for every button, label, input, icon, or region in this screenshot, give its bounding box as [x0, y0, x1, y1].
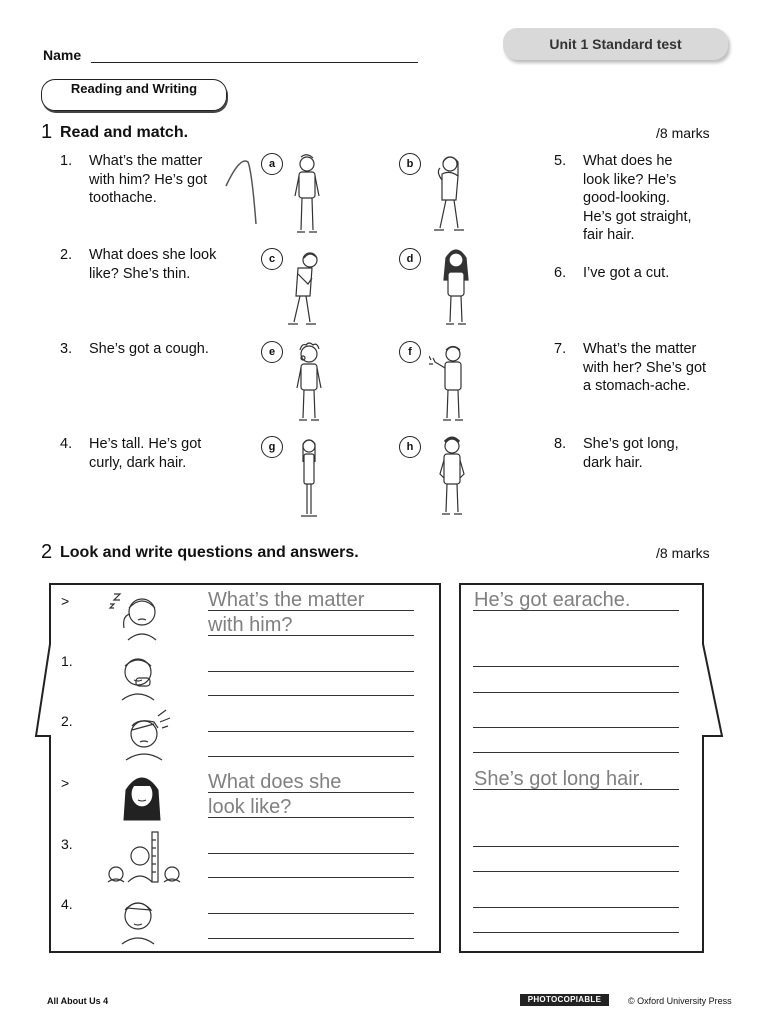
boy-curly-hair-icon	[289, 340, 329, 426]
boy-figure-icon	[287, 150, 327, 236]
footer-copyright: © Oxford University Press	[628, 996, 732, 1006]
question-3: 3. She’s got a cough.	[60, 341, 209, 357]
write-line-answer[interactable]	[473, 907, 679, 908]
write-line-question[interactable]	[208, 938, 414, 939]
name-label: Name	[43, 47, 82, 63]
section2-title: Look and write questions and answers.	[60, 544, 359, 561]
unit-title-tab	[503, 28, 728, 60]
section-tab: Reading and Writing	[41, 79, 227, 111]
answer-line	[473, 610, 679, 611]
boy-toothache-icon	[108, 648, 168, 702]
question-4: 4. He’s tall. He’s got curly, dark hair.	[60, 436, 202, 471]
row-label: >	[61, 775, 70, 791]
question-5: 5. What does he look like? He’s good-looking. He’s got straight, fair hair.	[554, 153, 692, 243]
question-line	[208, 817, 414, 818]
photocopiable-badge: PHOTOCOPIABLE	[520, 994, 609, 1006]
boy-tall-icon	[432, 434, 472, 520]
letter-d[interactable]: d	[399, 248, 421, 270]
footer-course: All About Us 4	[47, 996, 109, 1006]
question-6: 6. I’ve got a cut.	[554, 265, 670, 281]
write-line-question[interactable]	[208, 756, 414, 757]
question-line	[208, 792, 414, 793]
boy-headache-icon	[118, 708, 178, 762]
write-line-answer[interactable]	[473, 692, 679, 693]
answer-line	[473, 789, 679, 790]
letter-e[interactable]: e	[261, 341, 283, 363]
write-line-answer[interactable]	[473, 727, 679, 728]
row-label: 3.	[61, 836, 73, 852]
girl-thin-icon	[289, 434, 329, 520]
question-2: 2. What does she look like? She’s thin.	[60, 247, 217, 282]
question-line	[208, 610, 414, 611]
height-chart-icon	[106, 830, 186, 884]
unit-title: Unit 1 Standard test	[549, 36, 682, 52]
section2-number: 2	[41, 541, 53, 563]
letter-h[interactable]: h	[399, 436, 421, 458]
row-label: 2.	[61, 713, 73, 729]
question-7: 7. What’s the matter with her? She’s got a stomach-ache.	[554, 341, 707, 394]
section1-number: 1	[41, 121, 53, 143]
boy-earache-icon	[108, 588, 168, 642]
letter-b[interactable]: b	[399, 153, 421, 175]
letter-g[interactable]: g	[261, 436, 283, 458]
row-label: >	[61, 593, 70, 609]
girl-long-hair-icon	[118, 770, 168, 824]
section1-title: Read and match.	[60, 124, 189, 141]
example-answer-1: He’s got earache.	[474, 589, 631, 611]
letter-f[interactable]: f	[399, 341, 421, 363]
write-line-answer[interactable]	[473, 752, 679, 753]
name-field[interactable]	[91, 62, 418, 63]
boy-straight-hair-icon	[112, 892, 162, 946]
letter-a[interactable]: a	[261, 153, 283, 175]
girl-stomach-ache-icon	[284, 244, 324, 330]
write-line-question[interactable]	[208, 913, 414, 914]
write-line-answer[interactable]	[473, 666, 679, 667]
example-question-2: What does she look like?	[208, 771, 342, 818]
question-line	[208, 635, 414, 636]
example-answer-2: She’s got long hair.	[474, 768, 644, 790]
question-1: 1. What’s the matter with him? He’s got toothache.	[60, 153, 208, 206]
letter-c[interactable]: c	[261, 248, 283, 270]
example-question-1: What’s the matter with him?	[208, 589, 365, 636]
section1-marks: /8 marks	[656, 125, 710, 141]
girl-long-dark-hair-icon	[436, 244, 476, 330]
boy-cut-icon	[429, 340, 469, 426]
section2-marks: /8 marks	[656, 545, 710, 561]
write-line-question[interactable]	[208, 853, 414, 854]
write-line-question[interactable]	[208, 695, 414, 696]
girl-coughing-icon	[428, 150, 468, 236]
row-label: 1.	[61, 653, 73, 669]
write-line-answer[interactable]	[473, 846, 679, 847]
write-line-question[interactable]	[208, 877, 414, 878]
match-line	[222, 152, 262, 232]
row-label: 4.	[61, 896, 73, 912]
question-8: 8. She’s got long, dark hair.	[554, 436, 679, 471]
write-line-question[interactable]	[208, 671, 414, 672]
write-line-question[interactable]	[208, 731, 414, 732]
write-line-answer[interactable]	[473, 871, 679, 872]
write-line-answer[interactable]	[473, 932, 679, 933]
